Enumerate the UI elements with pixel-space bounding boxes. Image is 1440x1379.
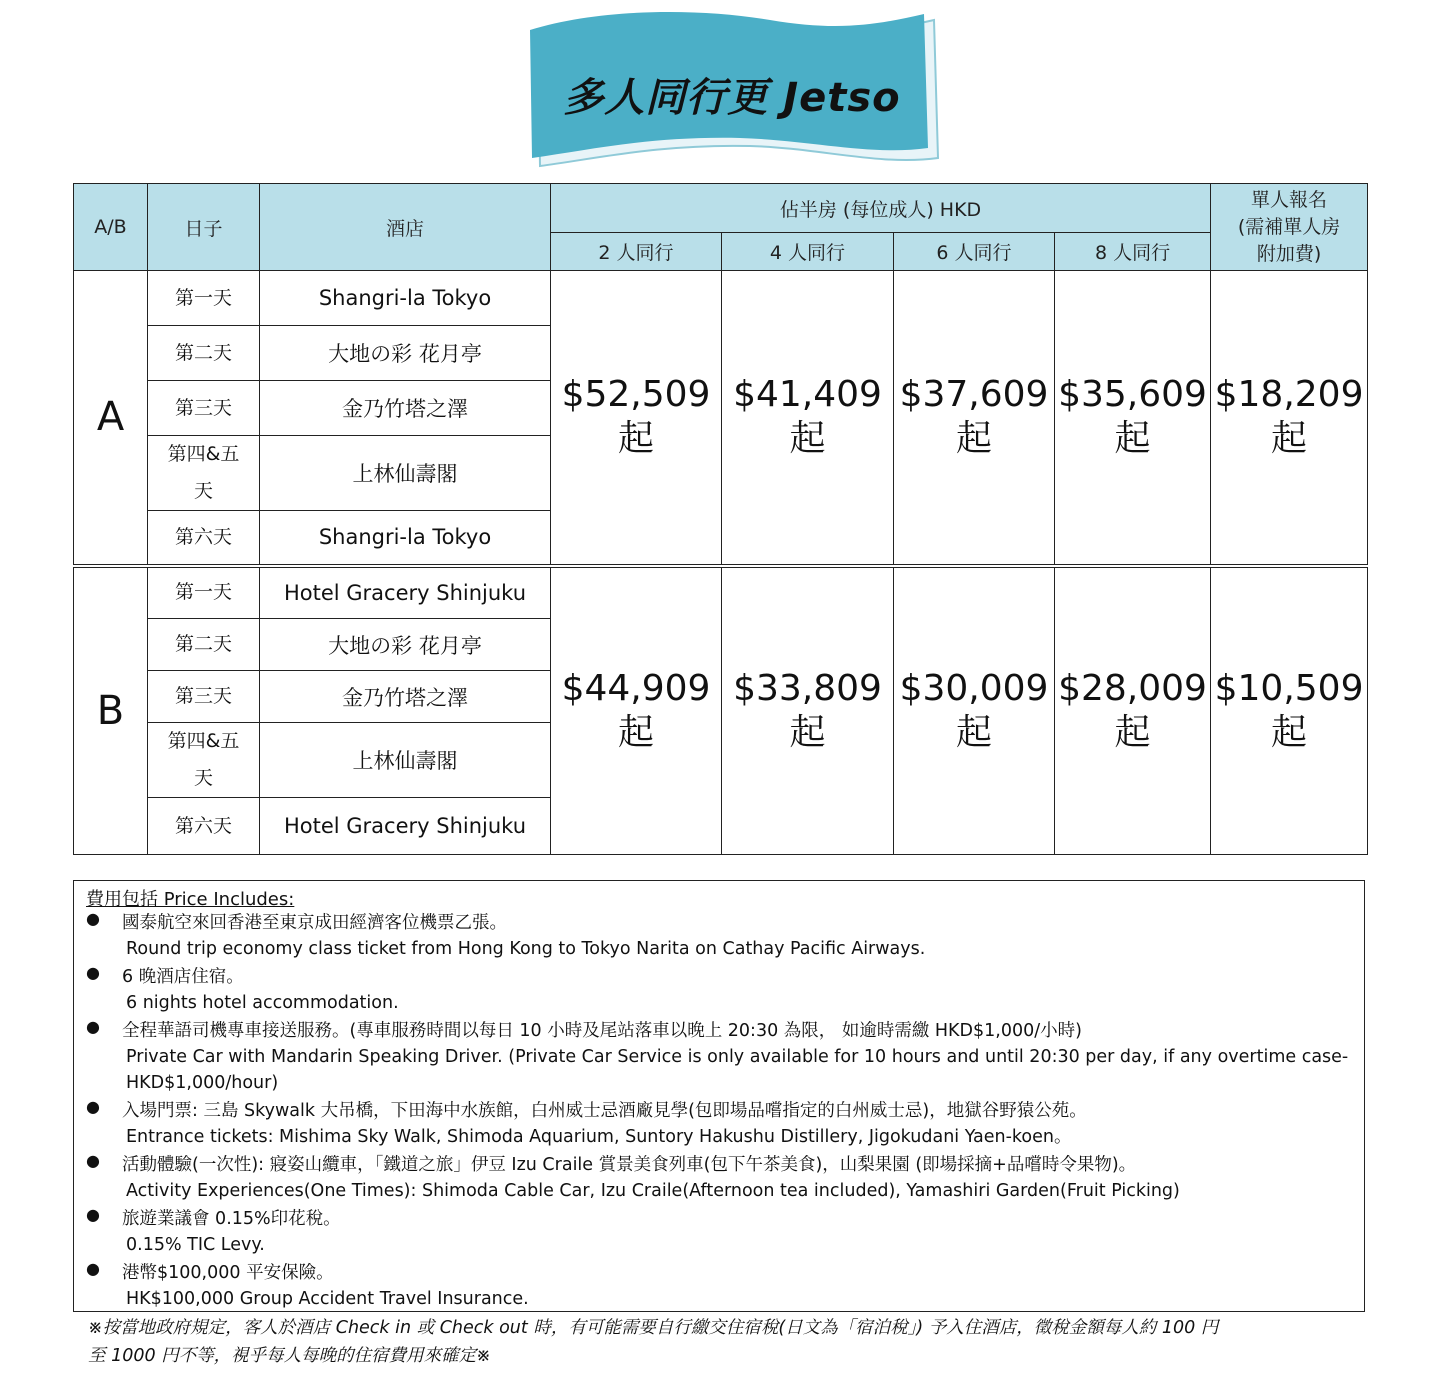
price-cell — [1055, 271, 1211, 566]
table-row — [74, 271, 1368, 326]
header-2-persons: 2 人同行 — [551, 233, 722, 271]
include-zh: 國泰航空來回香港至東京成田經濟客位機票乙張。 — [122, 913, 507, 933]
price-suffix: 起 — [955, 711, 992, 753]
hotel-cell: Shangri-la Tokyo — [260, 271, 551, 326]
header-6-persons: 6 人同行 — [894, 233, 1055, 271]
price-value: $52,509 — [561, 374, 711, 416]
hotel-cell: Hotel Gracery Shinjuku — [260, 566, 551, 619]
day-cell: 第六天 — [148, 798, 260, 855]
price-cell — [894, 566, 1055, 855]
price-cell — [722, 566, 894, 855]
tax-footnote — [88, 1314, 1378, 1370]
bullet-icon: ● — [86, 963, 100, 982]
price-includes-box — [73, 880, 1365, 1312]
price-cell — [1211, 271, 1368, 566]
package-code: B — [74, 566, 148, 855]
price-cell — [1055, 566, 1211, 855]
bullet-icon: ● — [86, 1205, 100, 1224]
footnote-line2: 至 1000 円不等，視乎每人每晚的住宿費用來確定※ — [88, 1346, 491, 1366]
day-cell: 第六天 — [148, 511, 260, 566]
price-suffix: 起 — [789, 711, 826, 753]
day-cell: 第一天 — [148, 271, 260, 326]
price-value: $41,409 — [733, 374, 882, 416]
price-cell — [551, 566, 722, 855]
header-single-line1: 單人報名 — [1251, 188, 1328, 211]
day-cell — [148, 723, 260, 798]
header-group-price: 佔半房 (每位成人) HKD — [551, 184, 1211, 233]
price-cell — [894, 271, 1055, 566]
price-cell — [1211, 566, 1368, 855]
price-suffix: 起 — [1114, 711, 1151, 753]
hotel-cell: Shangri-la Tokyo — [260, 511, 551, 566]
price-suffix: 起 — [1271, 418, 1308, 460]
day-cell: 第三天 — [148, 381, 260, 436]
price-value: $37,609 — [899, 374, 1049, 416]
day-label-cont: 天 — [193, 480, 213, 502]
bullet-icon: ● — [86, 909, 100, 928]
price-value: $28,009 — [1058, 667, 1207, 709]
price-value: $10,509 — [1214, 667, 1364, 709]
day-label: 第四&五 — [167, 443, 240, 465]
bullet-icon: ● — [86, 1097, 100, 1116]
day-label-cont: 天 — [193, 767, 213, 789]
header-single — [1211, 184, 1368, 271]
bullet-icon: ● — [86, 1017, 100, 1036]
price-cell — [551, 271, 722, 566]
header-ab: A/B — [74, 184, 148, 271]
price-suffix: 起 — [617, 711, 654, 753]
include-en: 0.15% TIC Levy. — [126, 1235, 265, 1255]
day-cell: 第一天 — [148, 566, 260, 619]
hotel-cell: 上林仙壽閣 — [260, 436, 551, 511]
header-single-line3: 附加費) — [1256, 242, 1322, 265]
hotel-cell: Hotel Gracery Shinjuku — [260, 798, 551, 855]
include-zh: 港幣$100,000 平安保險。 — [122, 1263, 334, 1283]
header-day: 日子 — [148, 184, 260, 271]
include-en: Entrance tickets: Mishima Sky Walk, Shimoda Aquarium, Suntory Hakushu Distillery, Jigokudani Yaen-koen。 — [126, 1127, 1072, 1147]
price-value: $30,009 — [899, 667, 1049, 709]
hotel-cell: 大地の彩 花月亭 — [260, 619, 551, 671]
include-zh: 全程華語司機專車接送服務。(專車服務時間以每日 10 小時及尾站落車以晚上 20:30 為限， 如逾時需繳 HKD$1,000/小時) — [122, 1021, 1082, 1041]
header-4-persons: 4 人同行 — [722, 233, 894, 271]
day-cell: 第二天 — [148, 326, 260, 381]
package-code: A — [74, 271, 148, 566]
header-8-persons: 8 人同行 — [1055, 233, 1211, 271]
table-row — [74, 566, 1368, 619]
price-cell — [722, 271, 894, 566]
include-zh: 入場門票: 三島 Skywalk 大吊橋，下田海中水族館，白州威士忌酒廠見學(包即場品嚐指定的白州威士忌)，地獄谷野猿公苑。 — [122, 1101, 1087, 1121]
include-en: Round trip economy class ticket from Hong Kong to Tokyo Narita on Cathay Pacific Airways. — [126, 939, 926, 959]
day-cell: 第二天 — [148, 619, 260, 671]
bullet-icon: ● — [86, 1151, 100, 1170]
price-suffix: 起 — [617, 418, 654, 460]
hotel-cell: 上林仙壽閣 — [260, 723, 551, 798]
price-value: $44,909 — [561, 667, 711, 709]
header-single-line2: (需補單人房 — [1237, 215, 1341, 238]
include-zh: 6 晚酒店住宿。 — [122, 967, 244, 987]
include-en: Activity Experiences(One Times): Shimoda Cable Car, Izu Craile(Afternoon tea included), Yamashiri Garden(Fruit Picking) — [126, 1181, 1180, 1201]
banner-title: 多人同行更 Jetso — [563, 75, 901, 121]
hotel-cell: 金乃竹塔之澤 — [260, 671, 551, 723]
price-table — [73, 183, 1368, 855]
header-hotel: 酒店 — [260, 184, 551, 271]
price-value: $18,209 — [1214, 374, 1364, 416]
include-en: 6 nights hotel accommodation. — [126, 993, 399, 1013]
price-value: $33,809 — [733, 667, 882, 709]
bullet-icon: ● — [86, 1259, 100, 1278]
include-zh: 活動體驗(一次性): 寢姿山纜車，「鐵道之旅」伊豆 Izu Craile 賞景美食列車(包下午茶美食)，山梨果園 (即場採摘+品嚐時令果物)。 — [122, 1155, 1137, 1175]
price-suffix: 起 — [789, 418, 826, 460]
day-cell: 第三天 — [148, 671, 260, 723]
include-en: Private Car with Mandarin Speaking Driver. (Private Car Service is only available for 10 hours and until 20:30 per day, if any overtime case-HKD$1,000/hour) — [126, 1047, 1349, 1093]
banner — [520, 8, 944, 174]
hotel-cell: 金乃竹塔之澤 — [260, 381, 551, 436]
include-en: HK$100,000 Group Accident Travel Insurance. — [126, 1289, 529, 1309]
price-suffix: 起 — [955, 418, 992, 460]
footnote-line1: ※按當地政府規定，客人於酒店 Check in 或 Check out 時，有可能需要自行繳交住宿稅(日文為「宿泊稅」) 予入住酒店，徵稅金額每人約 100 円 — [88, 1318, 1219, 1338]
day-cell — [148, 436, 260, 511]
price-suffix: 起 — [1271, 711, 1308, 753]
day-label: 第四&五 — [167, 730, 240, 752]
price-value: $35,609 — [1058, 374, 1207, 416]
include-zh: 旅遊業議會 0.15%印花稅。 — [122, 1209, 341, 1229]
hotel-cell: 大地の彩 花月亭 — [260, 326, 551, 381]
includes-title: 費用包括 Price Includes: — [86, 889, 295, 910]
price-suffix: 起 — [1114, 418, 1151, 460]
